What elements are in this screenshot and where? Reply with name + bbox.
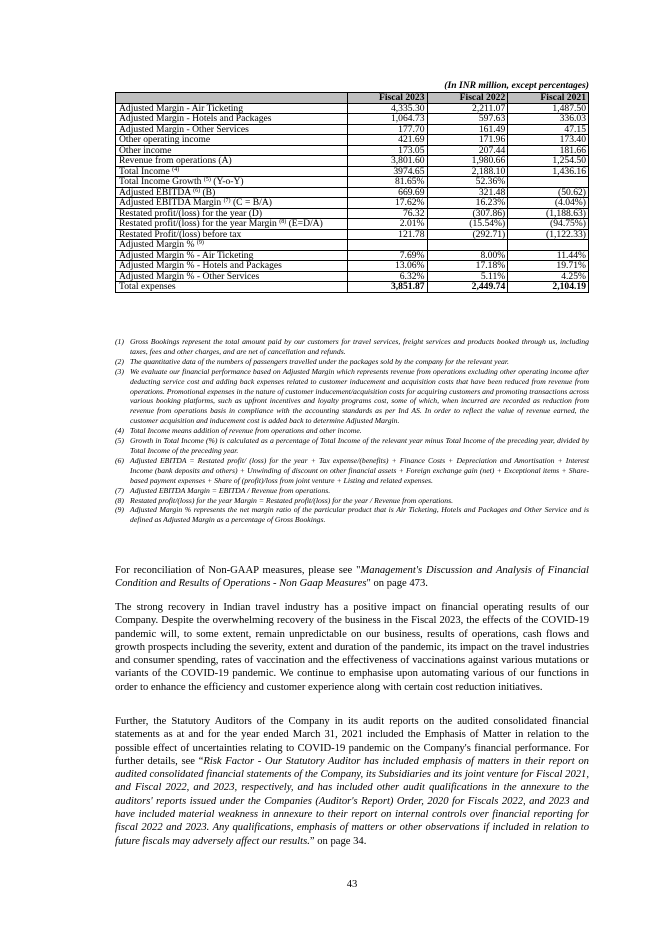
row-label <box>116 166 348 177</box>
value-fiscal-2021: 336.03 <box>508 114 589 125</box>
row-label-text: Revenue from operations (A) <box>119 155 232 166</box>
row-label <box>116 103 348 114</box>
value-fiscal-2022: 161.49 <box>427 124 508 135</box>
row-label-text: Adjusted Margin % - Other Services <box>119 270 260 282</box>
row-label-text: Restated profit/(loss) for the year (D) <box>119 207 263 219</box>
header-fiscal-2021: Fiscal 2021 <box>508 93 589 104</box>
footnote-number: (2) <box>115 356 124 366</box>
value-fiscal-2023 <box>347 240 427 251</box>
footnote-text: Adjusted Margin % represents the net margin ratio of the particular product that is Air Ticketing, Hotels and Packages and Other Service and is defined as Adjusted Margin as a percentage of Gross Bookings. <box>130 505 589 525</box>
row-label-text: Adjusted Margin % - Hotels and Packages <box>119 260 282 271</box>
table-row <box>116 124 589 135</box>
footnote <box>115 357 589 367</box>
footnote <box>115 505 589 525</box>
p3-lead: Further, the Statutory Auditors of the Company in its audit reports on the audited consolidated financial statements as at and for the year ended March 31, 2021 included the Emphasis of Matter in relation to the possible effect of uncertainties relating to COVID-19 pandemic on the Company's financial performance. For further details, see “ <box>115 716 589 767</box>
p1-tail: " on page 473. <box>366 578 428 590</box>
table-row <box>116 156 589 167</box>
footnote-number: (8) <box>115 495 124 505</box>
value-fiscal-2022: 171.96 <box>427 135 508 146</box>
footnote-number: (4) <box>115 426 124 436</box>
value-fiscal-2021: (50.62) <box>508 187 589 198</box>
value-fiscal-2021: 2,104.19 <box>508 282 589 293</box>
footnote-text: Adjusted EBITDA = Restated profit/ (loss) for the year + Tax expense/(benefits) + Finance Costs + Depreciation and Amortisation + Interest Income (bank deposits and others) + Unwinding of discount on other financial assets + Foreign exchange gain (net) + Exceptional items + Share-based payment expenses + Share of (profit)/loss from joint venture + Listing and related expenses. <box>130 455 589 485</box>
page-number: 43 <box>346 879 358 890</box>
value-fiscal-2022: 17.18% <box>427 261 508 272</box>
row-label-text: Adjusted Margin % <box>119 239 197 250</box>
footnote <box>115 367 589 426</box>
footnote-text: Restated profit/(loss) for the year Margin = Restated profit/(loss) for the year / Revenue from operations. <box>130 495 454 505</box>
table-row <box>116 187 589 198</box>
value-fiscal-2022: (307.86) <box>427 208 508 219</box>
table-row <box>116 240 589 251</box>
row-label-suffix: (C = B/A) <box>230 197 272 208</box>
value-fiscal-2021: (94.75%) <box>508 219 589 230</box>
row-label-suffix: (E=D/A) <box>286 218 323 229</box>
value-fiscal-2021: 11.44% <box>508 250 589 261</box>
value-fiscal-2021: 173.40 <box>508 135 589 146</box>
row-label <box>116 261 348 272</box>
p3-reference: Risk Factor - Our Statutory Auditor has included emphasis of matters in their report on audited consolidated financial statements of the Company, its Subsidiaries and its joint venture for Fiscal 2021, and Fiscal 2022, and 2023, respectively, and has included other audit qualifications in the annexure to the auditors' reports issued under the Companies (Auditor's Report) Order, 2020 for Fiscals 2022, and 2023 and have included material weakness in annexure to their report on internal controls over financial reporting for fiscal 2022 and 2023. Any qualifications, emphasis of matters or other observations if included in relation to future fiscals may adversely affect our results. <box>115 755 589 847</box>
value-fiscal-2023: 177.70 <box>347 124 427 135</box>
value-fiscal-2023: 17.62% <box>347 198 427 209</box>
table-row <box>116 282 589 293</box>
value-fiscal-2022: 52.36% <box>427 177 508 188</box>
value-fiscal-2022: (15.54%) <box>427 219 508 230</box>
footnote-ref: (4) <box>172 166 180 173</box>
footnote <box>115 496 589 506</box>
row-label-text: Adjusted Margin - Hotels and Packages <box>119 113 272 124</box>
table-row <box>116 261 589 272</box>
value-fiscal-2023: 4,335.30 <box>347 103 427 114</box>
value-fiscal-2023: 121.78 <box>347 229 427 240</box>
footnote-number: (3) <box>115 366 124 376</box>
row-label <box>116 198 348 209</box>
value-fiscal-2022: 2,188.10 <box>427 166 508 177</box>
value-fiscal-2023: 3,801.60 <box>347 156 427 167</box>
row-label <box>116 145 348 156</box>
footnote-ref: (7) <box>223 198 231 204</box>
value-fiscal-2023: 173.05 <box>347 145 427 156</box>
footnote-text: The quantitative data of the numbers of passengers travelled under the packages sold by the company for the relevant year. <box>130 356 509 366</box>
table-row <box>116 145 589 156</box>
row-label-text: Other income <box>119 144 172 156</box>
p3-tail: ” on page 34. <box>309 835 367 847</box>
value-fiscal-2022: 321.48 <box>427 187 508 198</box>
table-row <box>116 114 589 125</box>
row-label-text: Adjusted Margin % - Air Ticketing <box>119 249 254 261</box>
footnotes <box>115 337 589 525</box>
value-fiscal-2021: 19.71% <box>508 261 589 272</box>
row-label <box>116 124 348 135</box>
value-fiscal-2021: 4.25% <box>508 271 589 282</box>
table-row <box>116 219 589 230</box>
value-fiscal-2021: 181.66 <box>508 145 589 156</box>
financial-metrics-table <box>115 92 589 293</box>
value-fiscal-2023: 76.32 <box>347 208 427 219</box>
table-row <box>116 135 589 146</box>
header-fiscal-2023: Fiscal 2023 <box>347 93 427 104</box>
paragraph-recovery: The strong recovery in Indian travel industry has a positive impact on financial operating results of our Company. Despite the overwhelming recovery of the business in the Fiscal 2023, the effects of the COVID-19 pandemic will, to some extent, remain unpredictable on our business, results of operations, cash flows and growth prospects including the severity, extent and duration of the pandemic, its impact on the travel industries and consumer spending, rates of vaccination and the effectiveness of vaccinations against various mutations or variants of the COVID-19 pandemic. We continue to emphasise upon automating various of our functions in order to enhance the efficiency and customer experience along with certain cost reduction initiatives. <box>115 602 589 693</box>
value-fiscal-2023: 3974.65 <box>347 166 427 177</box>
value-fiscal-2022: 5.11% <box>427 271 508 282</box>
value-fiscal-2021: 1,254.50 <box>508 156 589 167</box>
row-label-text: Adjusted EBITDA <box>119 186 194 198</box>
row-label-text: Total expenses <box>119 281 176 292</box>
value-fiscal-2023: 421.69 <box>347 135 427 146</box>
value-fiscal-2021 <box>508 177 589 188</box>
footnote-text: We evaluate our financial performance based on Adjusted Margin which represents revenue from operations excluding other operating income after deducting service cost and adding back expenses related to customer inducement and acquisition costs that have been reduced from revenue from operations. Promotional expenses in the nature of customer inducement/acquisition costs for acquiring customers and promoting transactions across various booking platforms, such as upfront incentives and loyalty programs cost, some of which, when incurred are recorded as reduction from revenue from operations basis in compliance with the accounting standards as per Ind AS. In order to reflect the value of revenue earned, the customer acquisition and inducement cost is added back to determine Adjusted Margin. <box>130 366 590 426</box>
value-fiscal-2022: 2,211.07 <box>427 103 508 114</box>
row-label-text: Other operating income <box>119 134 211 145</box>
table-row <box>116 103 589 114</box>
value-fiscal-2022: 2,449.74 <box>427 282 508 293</box>
row-label <box>116 240 348 251</box>
table-row <box>116 208 589 219</box>
value-fiscal-2022: 8.00% <box>427 250 508 261</box>
value-fiscal-2022 <box>427 240 508 251</box>
footnote <box>115 337 589 357</box>
row-label-text: Adjusted EBITDA Margin <box>119 197 224 208</box>
unit-note: (In INR million, except percentages) <box>444 80 589 91</box>
footnote-text: Growth in Total Income (%) is calculated as a percentage of Total Income of the relevant year minus Total Income of the preceding year, divided by Total Income of the preceding year. <box>130 436 589 455</box>
footnote-ref: (5) <box>203 177 211 183</box>
footnote-text: Total Income means addition of revenue from operations and other income. <box>130 426 362 436</box>
row-label-suffix: (B) <box>200 186 216 198</box>
footnote-ref: (8) <box>279 219 287 225</box>
footnote-text: Adjusted EBITDA Margin = EBITDA / Revenue from operations. <box>130 485 331 495</box>
value-fiscal-2023: 81.65% <box>347 177 427 188</box>
value-fiscal-2023: 7.69% <box>347 250 427 261</box>
value-fiscal-2023: 1,064.73 <box>347 114 427 125</box>
row-label <box>116 177 348 188</box>
header-label <box>116 93 348 104</box>
table-header-row <box>116 93 589 104</box>
value-fiscal-2021: 47.15 <box>508 124 589 135</box>
table-row <box>116 166 589 177</box>
table-row <box>116 271 589 282</box>
paragraph-non-gaap <box>115 564 589 591</box>
row-label-text: Total Income Growth <box>119 176 204 187</box>
value-fiscal-2022: (292.71) <box>427 229 508 240</box>
value-fiscal-2023: 2.01% <box>347 219 427 230</box>
value-fiscal-2022: 1,980.66 <box>427 156 508 167</box>
row-label <box>116 229 348 240</box>
row-label <box>116 187 348 198</box>
footnote-number: (6) <box>115 455 124 465</box>
value-fiscal-2022: 16.23% <box>427 198 508 209</box>
footnote-number: (9) <box>115 505 124 515</box>
table-row <box>116 229 589 240</box>
row-label <box>116 219 348 230</box>
row-label <box>116 135 348 146</box>
value-fiscal-2022: 207.44 <box>427 145 508 156</box>
p1-lead: For reconciliation of Non-GAAP measures, please see " <box>115 565 361 576</box>
footnote-number: (7) <box>115 485 124 495</box>
value-fiscal-2023: 3,851.87 <box>347 282 427 293</box>
paragraph-auditors <box>115 715 589 848</box>
row-label <box>116 114 348 125</box>
row-label-suffix: (Y-o-Y) <box>210 176 244 187</box>
value-fiscal-2021: (1,188.63) <box>508 208 589 219</box>
footnote-text: Gross Bookings represent the total amount paid by our customers for travel services, freight services and products booked through us, including taxes, fees and other charges, and are net of cancellation and refunds. <box>130 337 589 356</box>
value-fiscal-2021 <box>508 240 589 251</box>
header-fiscal-2022: Fiscal 2022 <box>427 93 508 104</box>
row-label-text: Total Income <box>119 165 173 177</box>
value-fiscal-2021: 1,487.50 <box>508 103 589 114</box>
footnote <box>115 426 589 436</box>
table-row <box>116 250 589 261</box>
row-label <box>116 282 348 293</box>
row-label-text: Adjusted Margin - Other Services <box>119 123 249 135</box>
row-label-text: Restated profit/(loss) for the year Margin <box>119 218 280 229</box>
footnote <box>115 486 589 496</box>
value-fiscal-2023: 669.69 <box>347 187 427 198</box>
table-row <box>116 177 589 188</box>
footnote-number: (5) <box>115 436 124 446</box>
row-label <box>116 271 348 282</box>
p1-reference: Management's Discussion and Analysis of Financial Condition and Results of Operations - Non Gaap Measures <box>115 565 589 590</box>
footnote-ref: (6) <box>193 187 201 194</box>
footnote-number: (1) <box>115 337 124 346</box>
footnote <box>115 436 589 456</box>
row-label <box>116 208 348 219</box>
row-label-text: Restated Profit/(loss) before tax <box>119 228 242 240</box>
row-label <box>116 250 348 261</box>
value-fiscal-2021: 1,436.16 <box>508 166 589 177</box>
value-fiscal-2023: 13.06% <box>347 261 427 272</box>
value-fiscal-2022: 597.63 <box>427 114 508 125</box>
value-fiscal-2023: 6.32% <box>347 271 427 282</box>
footnote-ref: (9) <box>196 240 204 246</box>
row-label <box>116 156 348 167</box>
table-row <box>116 198 589 209</box>
row-label-text: Adjusted Margin - Air Ticketing <box>119 102 244 114</box>
value-fiscal-2021: (1,122.33) <box>508 229 589 240</box>
value-fiscal-2021: (4.04%) <box>508 198 589 209</box>
footnote <box>115 456 589 486</box>
